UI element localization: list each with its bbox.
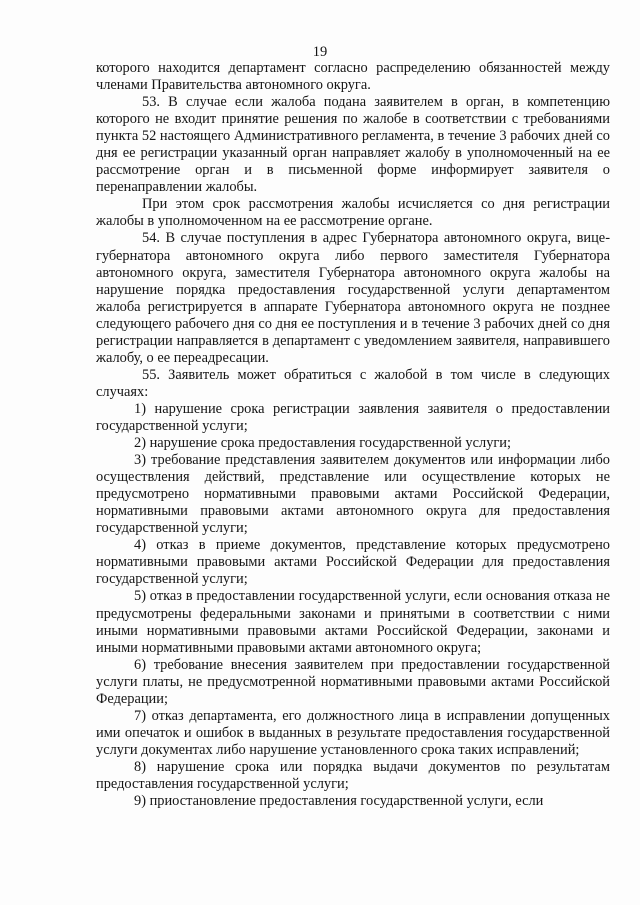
paragraph-53: 53. В случае если жалоба подана заявителем в орган, в компетенцию которого не входит принятие решения по жалобе в соответствии с требованиями пункта 52 настоящего Административного регламента, в течение 3 рабочих дней со дня ее регистрации указанный орган направляет жалобу в уполномоченный на ее рассмотрение орган и в письменной форме информирует заявителя о перенаправлении жалобы.	[96, 94, 610, 196]
list-item-6: 6) требование внесения заявителем при предоставлении государственной услуги платы, не предусмотренной нормативными правовыми актами Российской Федерации;	[96, 656, 610, 707]
paragraph-53-note: При этом срок рассмотрения жалобы исчисляется со дня регистрации жалобы в уполномоченном на ее рассмотрение органе.	[96, 196, 610, 230]
list-item-9: 9) приостановление предоставления государственной услуги, если	[134, 793, 544, 810]
paragraph-55: 55. Заявитель может обратиться с жалобой в том числе в следующих случаях:	[96, 366, 610, 400]
list-item-4: 4) отказ в приеме документов, представление которых предусмотрено нормативными правовыми актами Российской Федерации для предоставления государственной услуги;	[96, 537, 610, 588]
list-item-7: 7) отказ департамента, его должностного лица в исправлении допущенных ими опечаток и ошибок в выданных в результате предоставления государственной услуги документах либо нарушение установленного срока таких исправлений;	[96, 707, 610, 758]
list-item-2: 2) нарушение срока предоставления государственной услуги;	[134, 435, 511, 452]
list-item-8: 8) нарушение срока или порядка выдачи документов по результатам предоставления государственной услуги;	[96, 758, 610, 792]
list-item-3: 3) требование представления заявителем документов или информации либо осуществления действий, представление или осуществление которых не предусмотрено нормативными правовыми актами Российской Федерации, нормативными правовыми актами автономного округа для предоставления государственной услуги;	[96, 452, 610, 537]
page-number: 19	[312, 44, 328, 60]
document-body	[96, 60, 610, 810]
paragraph-continuation: которого находится департамент согласно распределению обязанностей между членами Правительства автономного округа.	[96, 60, 610, 94]
paragraph-54: 54. В случае поступления в адрес Губернатора автономного округа, вице-губернатора автономного округа либо первого заместителя Губернатора автономного округа, заместителя Губернатора автономного округа жалобы на нарушение порядка предоставления государственной услуги департаментом жалоба регистрируется в аппарате Губернатора автономного округа не позднее следующего рабочего дня со дня ее поступления и в течение 3 рабочих дней со дня регистрации направляется в департамент с уведомлением заявителя, направившего жалобу, о ее переадресации.	[96, 230, 610, 366]
list-item-5: 5) отказ в предоставлении государственной услуги, если основания отказа не предусмотрены федеральными законами и принятыми в соответствии с ними иными нормативными правовыми актами Российской Федерации, законами и иными нормативными правовыми актами автономного округа;	[96, 588, 610, 656]
list-item-1: 1) нарушение срока регистрации заявления заявителя о предоставлении государственной услуги;	[96, 400, 610, 434]
